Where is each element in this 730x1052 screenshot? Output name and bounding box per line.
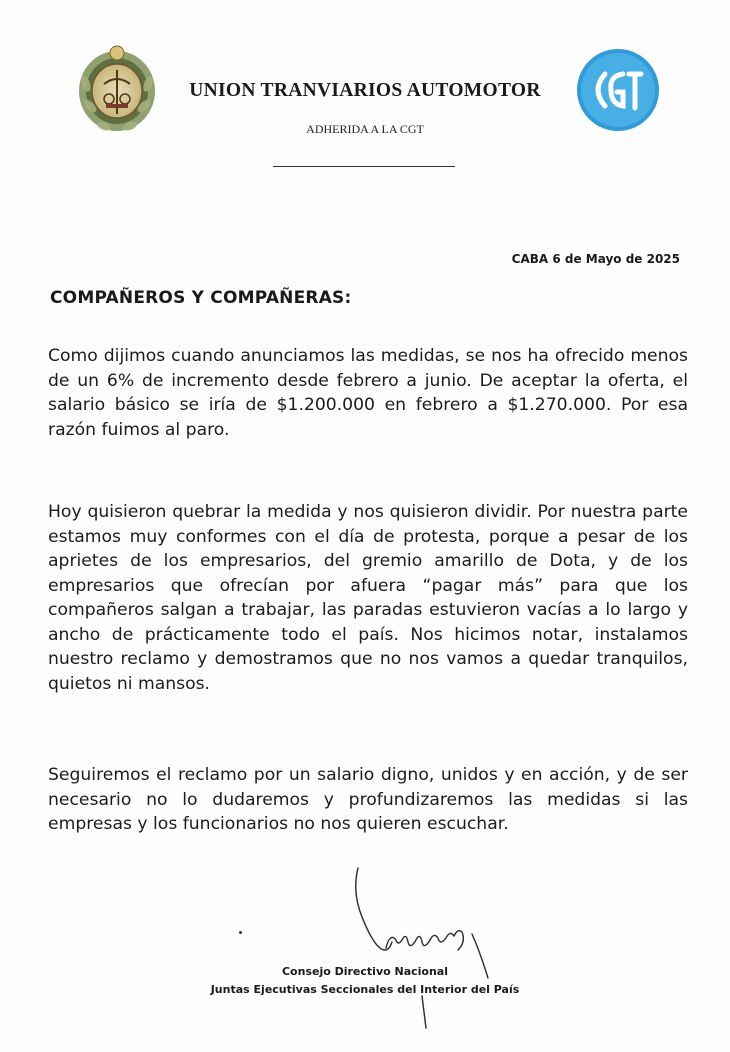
letter-date: CABA 6 de Mayo de 2025 xyxy=(511,252,680,266)
organization-affiliation: ADHERIDA A LA CGT xyxy=(306,122,424,136)
signatory-sections: Juntas Ejecutivas Seccionales del Interior del País xyxy=(210,983,520,996)
paragraph-2: Hoy quisieron quebrar la medida y nos quisieron dividir. Por nuestra parte estamos muy conformes con el día de protesta, porque a pesar de los aprietes de los empresarios, del gremio amarillo de Dota, y de los empresarios que ofrecían por afuera “pagar más” para que los compañeros salgan a trabajar, las paradas estuvieron vacías a lo largo y ancho de prácticamente todo el país. Nos hicimos notar, instalamos nuestro reclamo y demostramos que no nos vamos a quedar tranquilos, quietos ni mansos. xyxy=(48,502,688,694)
cgt-logo xyxy=(575,46,661,134)
header-divider xyxy=(273,166,455,167)
uta-seal-logo xyxy=(76,44,158,134)
organization-name: UNION TRANVIARIOS AUTOMOTOR xyxy=(189,80,541,101)
salutation-heading: COMPAÑEROS Y COMPAÑERAS: xyxy=(50,288,352,308)
handwritten-signature xyxy=(340,862,500,1032)
signatory-council: Consejo Directivo Nacional xyxy=(281,965,449,978)
paragraph-3: Seguiremos el reclamo por un salario digno, unidos y en acción, y de ser necesario no lo dudaremos y profundizaremos las medidas si las empresas y los funcionarios no nos quieren escuchar. xyxy=(48,765,688,834)
ink-dot xyxy=(239,931,242,934)
paragraph-1: Como dijimos cuando anunciamos las medidas, se nos ha ofrecido menos de un 6% de incremento desde febrero a junio. De aceptar la oferta, el salario básico se iría de $1.200.000 en febrero a $1.270.000. Por esa razón fuimos al paro. xyxy=(48,346,688,440)
